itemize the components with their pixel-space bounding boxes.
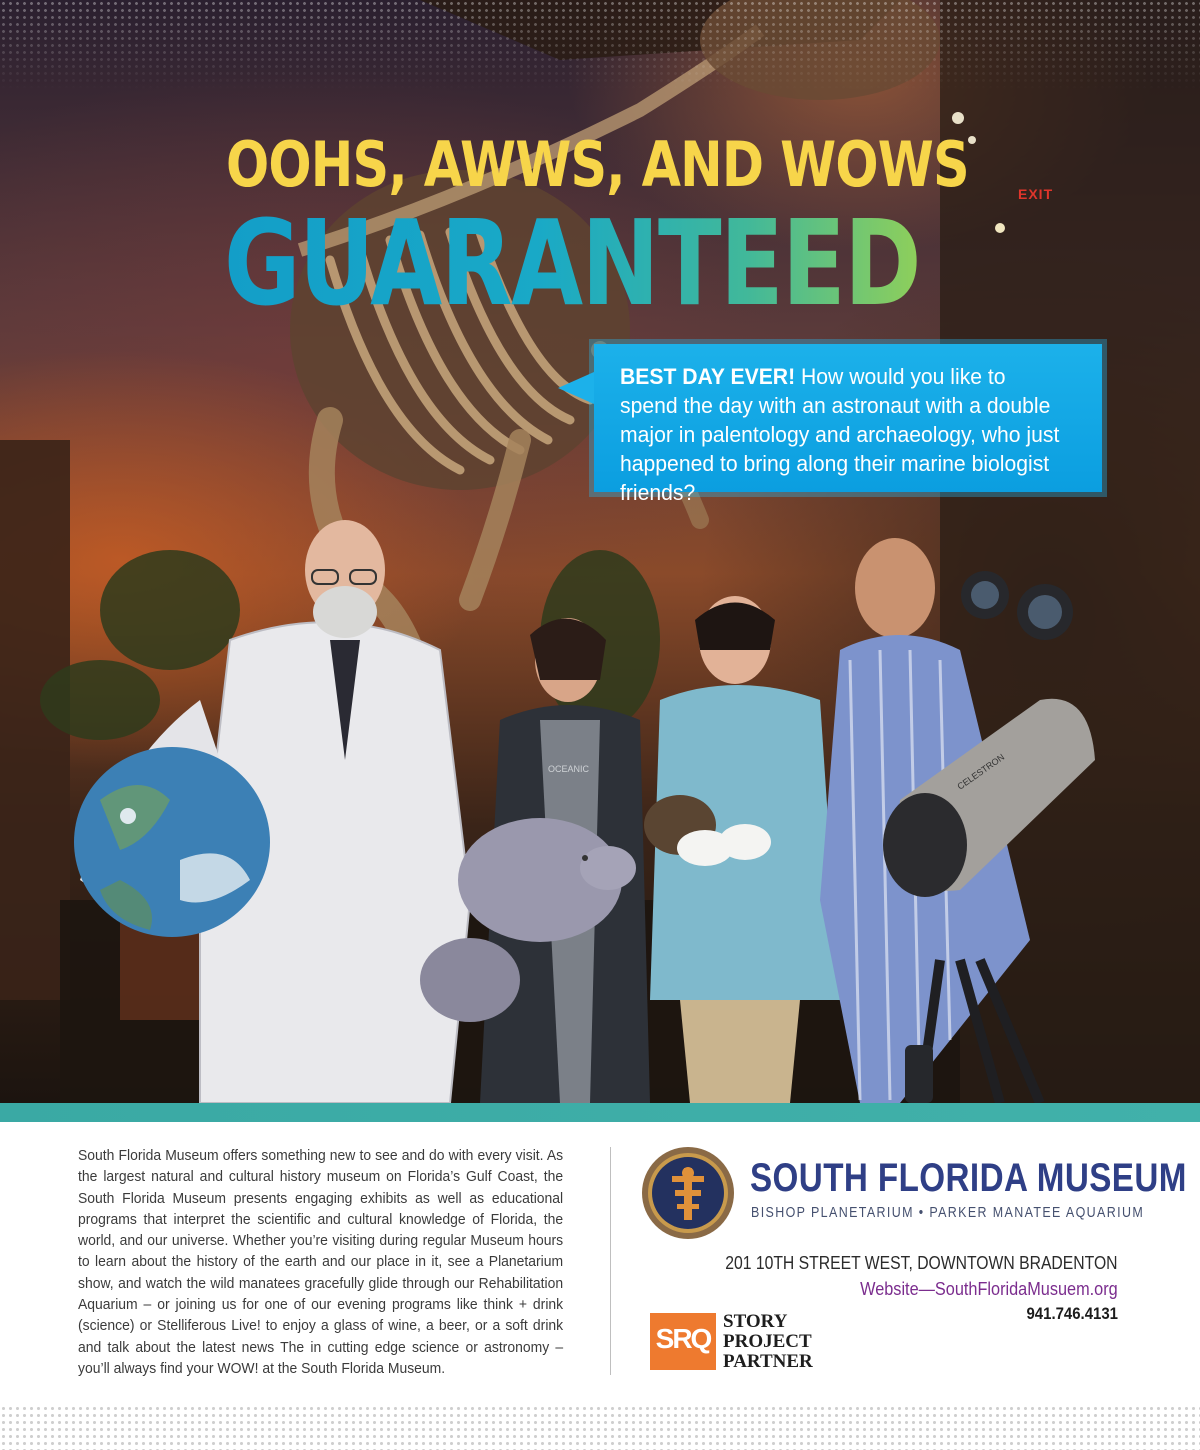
exit-sign: EXIT xyxy=(1018,186,1054,202)
partner-label-line: PROJECT xyxy=(723,1331,812,1352)
website-link[interactable]: Website—SouthFloridaMusuem.org xyxy=(860,1278,1118,1299)
phone-number[interactable]: 941.746.4131 xyxy=(1026,1304,1118,1323)
vertical-divider xyxy=(610,1147,611,1375)
callout-lead: BEST DAY EVER! xyxy=(620,364,796,389)
wetsuit-brand-label: OCEANIC xyxy=(548,764,590,774)
srq-logo-text: SRQ xyxy=(655,1323,711,1354)
teal-divider-bar xyxy=(0,1103,1200,1122)
halftone-pattern-bottom xyxy=(0,1405,1200,1450)
callout-box xyxy=(594,344,1102,505)
organization-subtitle: BISHOP PLANETARIUM • PARKER MANATEE AQUARIUM xyxy=(751,1205,1145,1221)
person-blue-shirt xyxy=(644,596,840,1103)
callout-body: How would you like to spend the day with an astronaut with a double major in palentology and archaeology, who just happened to bring along their marine biologist friends? xyxy=(620,364,1060,505)
partner-label-line: STORY xyxy=(723,1311,788,1332)
museum-seal-logo xyxy=(641,1146,735,1240)
partner-label-line: PARTNER xyxy=(723,1351,813,1372)
headline-line-2: GUARANTEED xyxy=(224,194,920,332)
binoculars xyxy=(961,571,1073,640)
partner-label xyxy=(723,1312,833,1372)
body-paragraph: South Florida Museum offers something new to see and do with every visit. As the largest natural and cultural history museum on Florida’s Gulf Coast, the South Florida Museum presents engaging exhibits as well as educational programs that interpret the scientific and cultural knowledge of Florida, the world, and our universe. Whether you’re visiting during regular Museum hours to learn about the history of the earth and our place in it, see a Planetarium show, and watch the wild manatees gracefully glide through our Rehabilitation Aquarium – or joining us for one of our evening programs like think + drink (science) or Stelliferous Live! to enjoy a glass of wine, a beer, or a soft drink and talk about the latest news The in cutting edge science or astronomy – you’ll always find your WOW! at the South Florida Museum. xyxy=(78,1148,564,1377)
inflatable-globe xyxy=(74,747,270,937)
organization-name: SOUTH FLORIDA MUSEUM xyxy=(750,1156,1187,1200)
telescope-brand-label: CELESTRON xyxy=(955,751,1007,792)
srq-logo xyxy=(650,1313,716,1370)
callout-text xyxy=(620,362,1067,507)
headline-line-1: OOHS, AWWS, AND WOWS xyxy=(226,128,969,201)
address: 201 10TH STREET WEST, DOWNTOWN BRADENTON xyxy=(725,1252,1118,1273)
